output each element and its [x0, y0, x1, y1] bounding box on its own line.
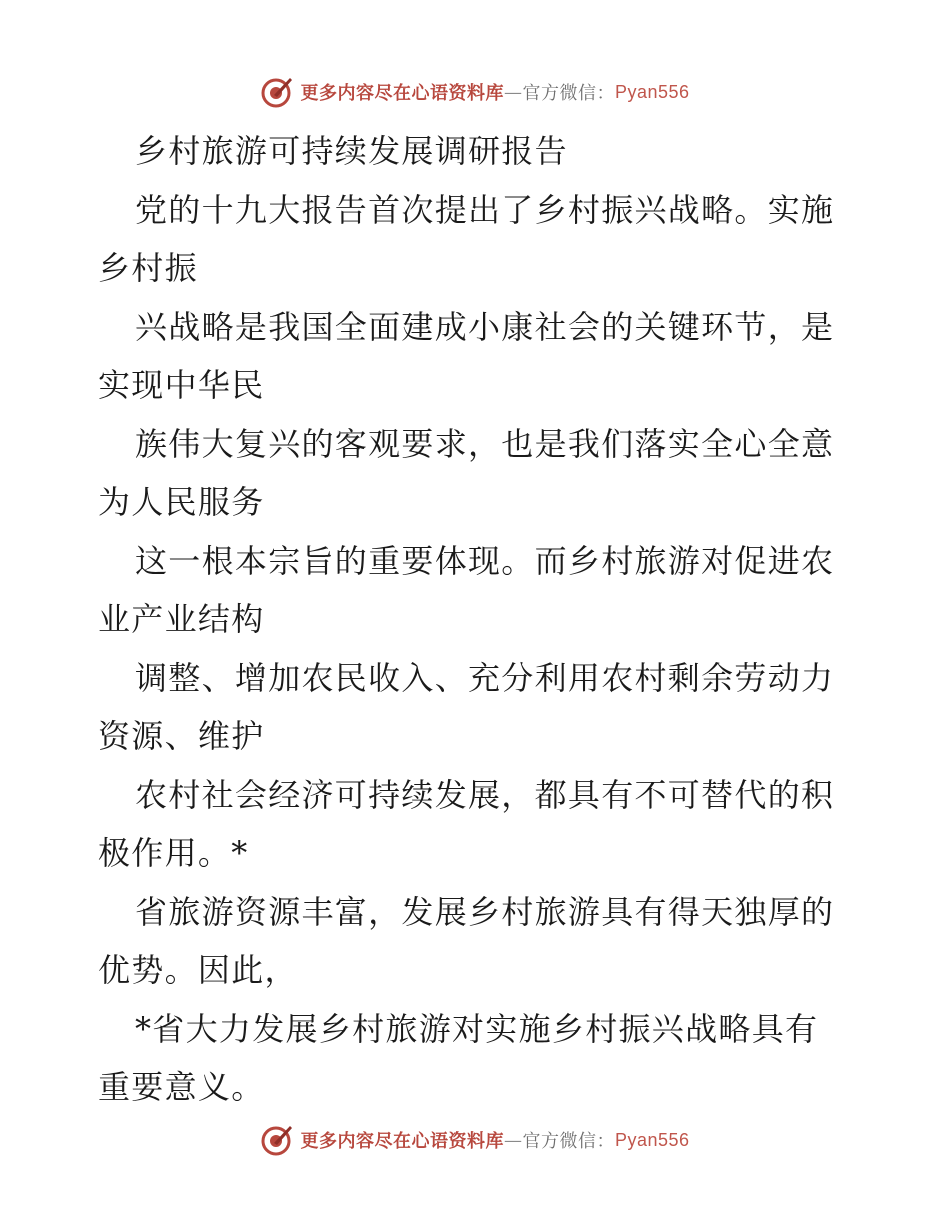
paragraph-line: 省旅游资源丰富，发展乡村旅游具有得天独厚的 [135, 892, 835, 931]
paragraph-line: 党的十九大报告首次提出了乡村振兴战略。实施 [135, 190, 835, 229]
paragraph-line: 族伟大复兴的客观要求，也是我们落实全心全意 [135, 424, 835, 463]
watermark-title: 更多内容尽在心语资料库 [300, 83, 504, 104]
watermark-wechat-id: Pyan556 [614, 81, 690, 102]
watermark-wechat-label: 官方微信： [522, 83, 615, 104]
paragraph-line: 重要意义。 [98, 1068, 265, 1106]
paragraph-line: 业产业结构 [98, 600, 265, 638]
quill-seal-icon [260, 1123, 294, 1157]
watermark-title: 更多内容尽在心语资料库 [300, 1131, 504, 1152]
document-body [98, 122, 858, 1117]
paragraph-line: 实现中华民 [98, 366, 265, 404]
watermark-wechat-label: 官方微信： [522, 1131, 615, 1152]
watermark-wechat-id: Pyan556 [614, 1129, 690, 1150]
paragraph-line: 调整、增加农民收入、充分利用农村剩余劳动力 [135, 658, 835, 697]
paragraph-line: 农村社会经济可持续发展，都具有不可替代的积 [135, 775, 835, 814]
paragraph-line: 为人民服务 [98, 483, 265, 521]
watermark-header [0, 72, 950, 112]
paragraph-line: 这一根本宗旨的重要体现。而乡村旅游对促进农 [135, 541, 835, 580]
paragraph-line: 优势。因此， [98, 951, 298, 989]
watermark-footer [0, 1120, 950, 1160]
quill-seal-icon [260, 75, 294, 109]
paragraph-line: 兴战略是我国全面建成小康社会的关键环节，是 [135, 307, 835, 346]
document-title: 乡村旅游可持续发展调研报告 [135, 132, 568, 170]
paragraph-line: 资源、维护 [98, 717, 265, 755]
paragraph-line: 乡村振 [98, 249, 198, 287]
paragraph-line: 极作用。* [98, 834, 249, 872]
watermark-separator: — [503, 81, 523, 103]
watermark-separator: — [503, 1129, 523, 1151]
paragraph-line: *省大力发展乡村旅游对实施乡村振兴战略具有 [135, 1009, 819, 1048]
